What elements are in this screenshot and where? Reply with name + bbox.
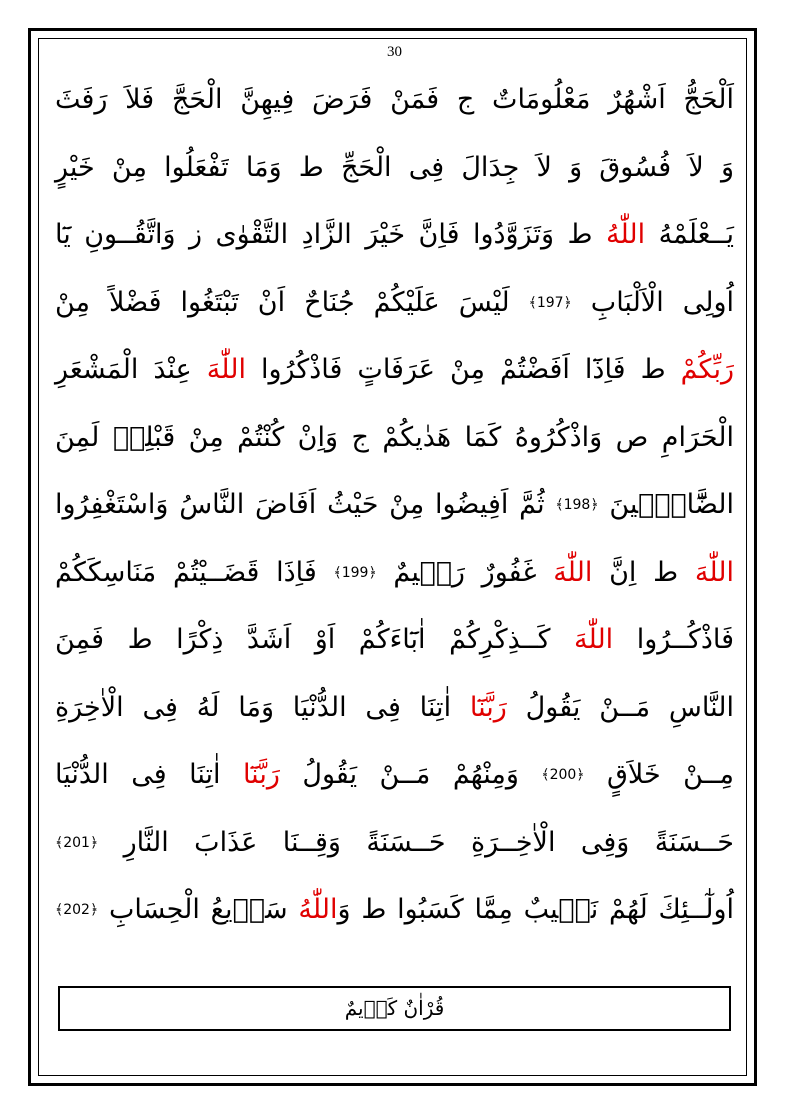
text-segment: سَرٖيعُ الْحِسَابِ [98,894,299,925]
text-segment: غَفُورٌ رَحٖيمٌ [376,556,554,588]
page-number: 30 [387,44,402,60]
text-line [55,876,734,944]
text-segment: الضَّٓالّٖينَ [598,489,734,520]
text-line [55,336,734,404]
divine-name-word: رَبِّكُمْ [680,354,734,385]
text-segment: فَاذْكُــرُوا [613,624,734,655]
text-line [55,66,734,134]
text-segment: اٰتِنَا فِى الدُّنْيَا وَمَا لَهُ فِى الْاٰخِرَةِ [55,691,470,723]
text-segment: اَلْحَجُّ اَشْهُرٌ مَعْلُومَاتٌ ج فَمَنْ فَرَضَ فِيهِنَّ الْحَجَّ فَلاَ رَفَثَ [55,84,734,115]
text-segment: اٰتِنَا فِى الدُّنْيَا [55,759,243,790]
text-segment: اُولِى الْاَلْبَابِ [571,286,734,318]
text-line [55,471,734,539]
text-line [55,809,734,877]
divine-name-word: رَبَّنَٓا [469,691,507,723]
divine-name-word: اللّٰهَ [553,556,593,588]
quran-text-block [55,66,734,944]
text-segment: النَّاسِ مَــنْ يَقُولُ [506,691,734,723]
text-line [55,539,734,607]
text-segment: اُولٰٓــئِكَ لَهُمْ نَصٖيبٌ مِمَّا كَسَبُوا ط وَ [337,894,734,925]
text-line [55,201,734,269]
text-segment: حَــسَنَةً وَفِى الْاٰخِــرَةِ حَــسَنَةً وَقِــنَا عَذَابَ النَّارِ [98,826,734,858]
ayah-number: ﴿201﴾ [55,834,99,851]
text-line [55,606,734,674]
divine-name-word: اللّٰهَ [206,354,246,385]
text-segment: ط اِنَّ [592,556,695,588]
footer-title-box [58,986,731,1031]
text-line [55,269,734,337]
divine-name-word: رَبَّنَٓا [242,759,280,790]
text-segment: وَ لاَ فُسُوقَ وَ لاَ جِدَالَ فِى الْحَجِّ ط وَمَا تَفْعَلُوا مِنْ خَيْرٍ [55,151,734,183]
text-segment: عِنْدَ الْمَشْعَرِ [55,354,207,385]
divine-name-word: اللّٰهَ [574,624,614,655]
ayah-number: ﴿198﴾ [555,496,599,513]
text-segment: ثُمَّ اَفِيضُوا مِنْ حَيْثُ اَفَاضَ النَّاسُ وَاسْتَغْفِرُوا [55,489,556,520]
ayah-number: ﴿200﴾ [541,766,585,783]
divine-name-word: اللّٰهُ [298,894,338,925]
text-segment: ط فَاِذَٓا اَفَضْتُمْ مِنْ عَرَفَاتٍ فَاذْكُرُوا [245,354,681,385]
ayah-number: ﴿199﴾ [333,564,377,581]
text-segment: يَــعْلَمْهُ [645,219,734,250]
text-segment: كَــذِكْرِكُمْ اٰبَٓاءَكُمْ اَوْ اَشَدَّ ذِكْرًا ط فَمِنَ [55,624,575,655]
text-segment: لَيْسَ عَلَيْكُمْ جُنَاحٌ اَنْ تَبْتَغُوا فَضْلاً مِنْ [55,286,529,318]
text-segment: ط وَتَزَوَّدُوا فَاِنَّ خَيْرَ الزَّادِ التَّقْوٰى ز وَاتَّقُــونِ يَٓا [55,219,606,250]
divine-name-word: اللّٰهَ [694,556,734,588]
text-line [55,404,734,472]
divine-name-word: اللّٰهُ [605,219,646,250]
ayah-number: ﴿202﴾ [55,901,99,918]
text-line [55,741,734,809]
text-segment: وَمِنْهُمْ مَــنْ يَقُولُ [279,759,542,790]
text-segment: مِــنْ خَلاَقٍ [584,759,734,790]
text-line [55,674,734,742]
ayah-number: ﴿197﴾ [528,294,572,311]
footer-title: قُرْاٰنٌ كَرٖيمٌ [344,996,445,1020]
text-segment: فَاِذَا قَضَــيْتُمْ مَنَاسِكَكُمْ [55,556,334,588]
text-segment: الْحَرَامِ ص وَاذْكُرُوهُ كَمَا هَدٰيكُمْ ج وَاِنْ كُنْتُمْ مِنْ قَبْلِهٖ لَمِنَ [55,421,734,453]
text-line [55,134,734,202]
